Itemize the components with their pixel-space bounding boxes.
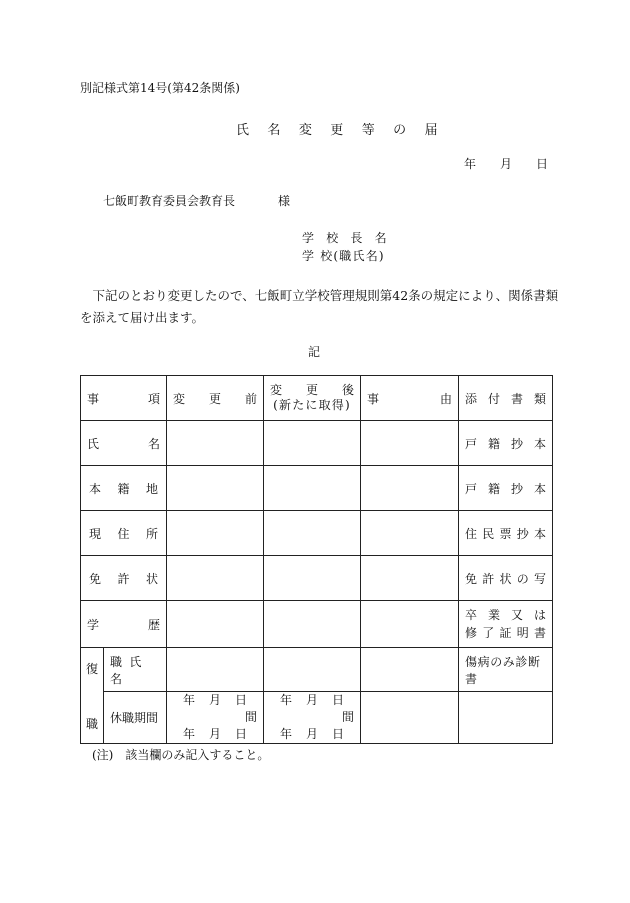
row-label-genjusho: 現 住 所 <box>81 511 167 556</box>
form-table <box>80 375 553 744</box>
cell-after[interactable] <box>264 466 361 511</box>
table-row <box>81 556 553 601</box>
row-label-gakureki: 学 歴 <box>81 601 167 648</box>
header-henkou-go: 変 更 後 (新たに取得) <box>264 376 361 421</box>
header-tenpu: 添 付 書 類 <box>459 376 553 421</box>
cell-doc[interactable] <box>459 692 553 744</box>
honorific: 様 <box>278 194 291 208</box>
addressee: 七飯町教育委員会教育長 <box>103 194 236 208</box>
cell-reason[interactable] <box>361 692 459 744</box>
row-label-shimei: 氏 名 <box>81 421 167 466</box>
cell-after[interactable] <box>264 601 361 648</box>
form-number: 別記様式第14号(第42条関係) <box>80 81 240 95</box>
row-doc: 傷病のみ診断書 <box>459 648 553 692</box>
row-doc: 卒 業 又 は 修 了 証 明 書 <box>459 601 553 648</box>
table-row <box>81 601 553 648</box>
header-henkou-mae: 変 更 前 <box>167 376 264 421</box>
cell-before[interactable] <box>167 466 264 511</box>
shoku-shimei-label: 職 氏 名 <box>104 648 167 692</box>
school-principal-label: 学 校 長 名 <box>302 231 391 245</box>
cell-after[interactable] <box>264 511 361 556</box>
row-label-honseki: 本 籍 地 <box>81 466 167 511</box>
cell-before[interactable] <box>167 601 264 648</box>
school-label: 学 校(職氏名) <box>302 249 385 263</box>
row-doc: 免 許 状 の 写 <box>459 556 553 601</box>
cell-before[interactable] <box>167 556 264 601</box>
cell-reason[interactable] <box>361 421 459 466</box>
table-row-kyushoku <box>81 692 553 744</box>
row-doc: 戸 籍 抄 本 <box>459 421 553 466</box>
cell-reason[interactable] <box>361 511 459 556</box>
table-row <box>81 511 553 556</box>
fukushoku-label: 復 職 <box>81 648 104 744</box>
cell-reason[interactable] <box>361 466 459 511</box>
header-jiyuu: 事 由 <box>361 376 459 421</box>
row-label-menkyojo: 免 許 状 <box>81 556 167 601</box>
cell-before[interactable] <box>167 511 264 556</box>
table-row <box>81 421 553 466</box>
date-month: 月 <box>500 157 513 171</box>
kyushoku-date-after[interactable]: 年 月 日 間 年 月 日 <box>264 692 361 744</box>
cell-after[interactable] <box>264 556 361 601</box>
ki-heading: 記 <box>308 345 321 359</box>
cell-before[interactable] <box>167 421 264 466</box>
body-paragraph: 下記のとおり変更したので、七飯町立学校管理規則第42条の規定により、関係書類を添えて届け出ます。 <box>80 288 559 325</box>
row-doc: 住 民 票 抄 本 <box>459 511 553 556</box>
cell-reason[interactable] <box>361 648 459 692</box>
table-row-fukushoku <box>81 648 553 692</box>
header-jikou: 事 項 <box>81 376 167 421</box>
table-header-row <box>81 376 553 421</box>
date-day: 日 <box>536 157 549 171</box>
kyushoku-kikan-label: 休職期間 <box>104 692 167 744</box>
row-doc: 戸 籍 抄 本 <box>459 466 553 511</box>
date-year: 年 <box>464 157 477 171</box>
note: (注) 該当欄のみ記入すること。 <box>92 748 270 762</box>
cell-before[interactable] <box>167 648 264 692</box>
cell-reason[interactable] <box>361 601 459 648</box>
cell-after[interactable] <box>264 421 361 466</box>
cell-reason[interactable] <box>361 556 459 601</box>
table-row <box>81 466 553 511</box>
kyushoku-date-before[interactable]: 年 月 日 間 年 月 日 <box>167 692 264 744</box>
cell-after[interactable] <box>264 648 361 692</box>
document-title: 氏 名 変 更 等 の 届 <box>236 123 445 138</box>
